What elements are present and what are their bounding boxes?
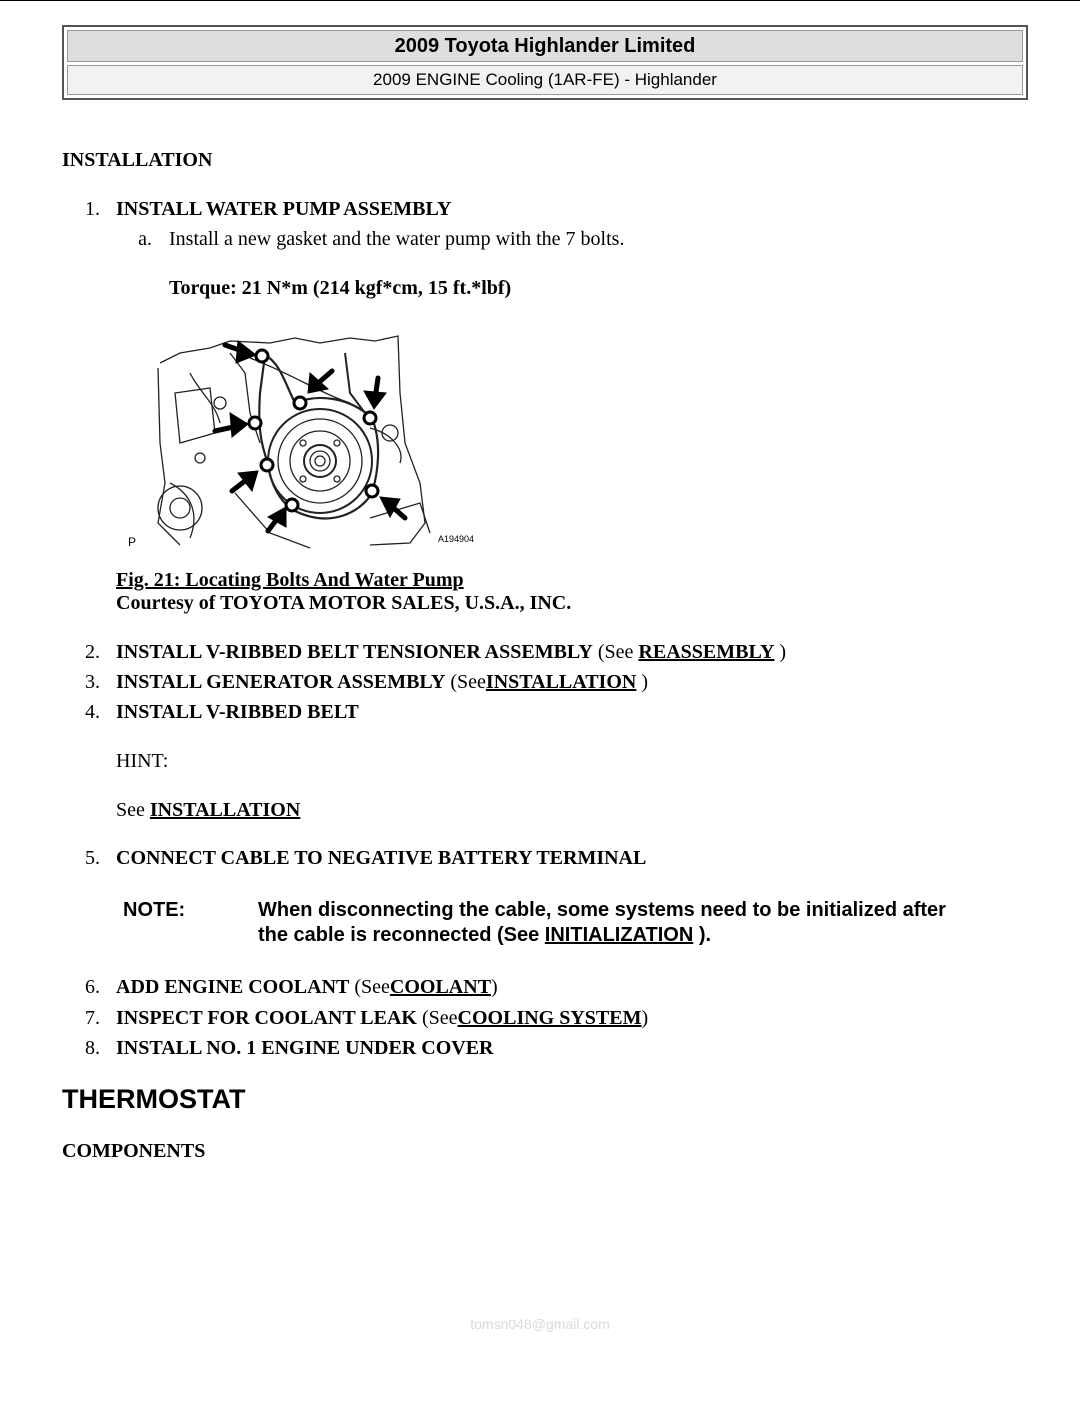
- step-number: 8.: [85, 1037, 100, 1059]
- reassembly-link[interactable]: REASSEMBLY: [638, 641, 775, 663]
- step-number: 7.: [85, 1007, 100, 1029]
- note-line-1: When disconnecting the cable, some systems need to be initialized after: [258, 899, 946, 921]
- installation-link[interactable]: INSTALLATION: [149, 799, 301, 821]
- vehicle-title: 2009 Toyota Highlander Limited: [67, 30, 1023, 62]
- section-subtitle: 2009 ENGINE Cooling (1AR-FE) - Highlander: [67, 65, 1023, 95]
- step-number: 3.: [85, 671, 100, 693]
- figure-code: A194904: [438, 534, 475, 544]
- components-heading: COMPONENTS: [62, 1140, 206, 1162]
- installation-link[interactable]: INSTALLATION: [485, 671, 637, 693]
- step-line: [116, 641, 786, 664]
- substep-letter: a.: [138, 228, 152, 250]
- note-text: [258, 898, 946, 948]
- step-number: 4.: [85, 701, 100, 723]
- see-text: See: [116, 799, 145, 821]
- step-number: 6.: [85, 976, 100, 998]
- substep-text: Install a new gasket and the water pump with the 7 bolts.: [169, 228, 625, 250]
- note-label: NOTE:: [123, 899, 186, 921]
- figure-corner-label: P: [128, 535, 137, 549]
- see-text: (See: [354, 976, 390, 998]
- cooling-system-link[interactable]: COOLING SYSTEM: [457, 1007, 642, 1029]
- see-text: (See: [597, 641, 634, 663]
- note-line-2-suffix: ).: [698, 924, 712, 946]
- close-paren: ): [641, 1007, 649, 1029]
- hint-label: HINT:: [116, 750, 169, 772]
- note-line-2: [258, 923, 946, 948]
- step-title: INSTALL NO. 1 ENGINE UNDER COVER: [116, 1037, 494, 1059]
- step-number: 1.: [85, 198, 100, 220]
- initialization-link[interactable]: INITIALIZATION: [544, 924, 694, 946]
- figure-courtesy: Courtesy of TOYOTA MOTOR SALES, U.S.A., INC.: [116, 592, 572, 614]
- step-line: [116, 976, 498, 999]
- figure-caption: Fig. 21: Locating Bolts And Water Pump: [116, 569, 464, 591]
- step-title: INSPECT FOR COOLANT LEAK: [116, 1007, 417, 1029]
- step-line: [116, 1007, 648, 1030]
- thermostat-heading: THERMOSTAT: [62, 1084, 246, 1114]
- step-title: INSTALL V-RIBBED BELT TENSIONER ASSEMBLY: [116, 641, 593, 663]
- document-header: [62, 25, 1028, 100]
- installation-heading: INSTALLATION: [62, 149, 213, 171]
- step-title: INSTALL GENERATOR ASSEMBLY: [116, 671, 446, 693]
- hint-line: [116, 799, 300, 822]
- step-title: ADD ENGINE COOLANT: [116, 976, 350, 998]
- close-paren: ): [641, 671, 649, 693]
- water-pump-figure: [120, 333, 480, 551]
- coolant-link[interactable]: COOLANT: [389, 976, 492, 998]
- step-number: 5.: [85, 847, 100, 869]
- step-line: [116, 671, 648, 694]
- top-rule: [0, 0, 1080, 1]
- watermark: tomsn048@gmail.com: [470, 1316, 610, 1332]
- step-number: 2.: [85, 641, 100, 663]
- step-title: CONNECT CABLE TO NEGATIVE BATTERY TERMINAL: [116, 847, 647, 869]
- see-text: (See: [450, 671, 486, 693]
- step-title: INSTALL V-RIBBED BELT: [116, 701, 359, 723]
- step-title: INSTALL WATER PUMP ASSEMBLY: [116, 198, 452, 220]
- note-line-2-prefix: the cable is reconnected (See: [258, 924, 540, 946]
- torque-spec: Torque: 21 N*m (214 kgf*cm, 15 ft.*lbf): [169, 277, 512, 299]
- water-pump-diagram: [120, 333, 480, 551]
- close-paren: ): [491, 976, 498, 998]
- see-text: (See: [422, 1007, 458, 1029]
- close-paren: ): [779, 641, 787, 663]
